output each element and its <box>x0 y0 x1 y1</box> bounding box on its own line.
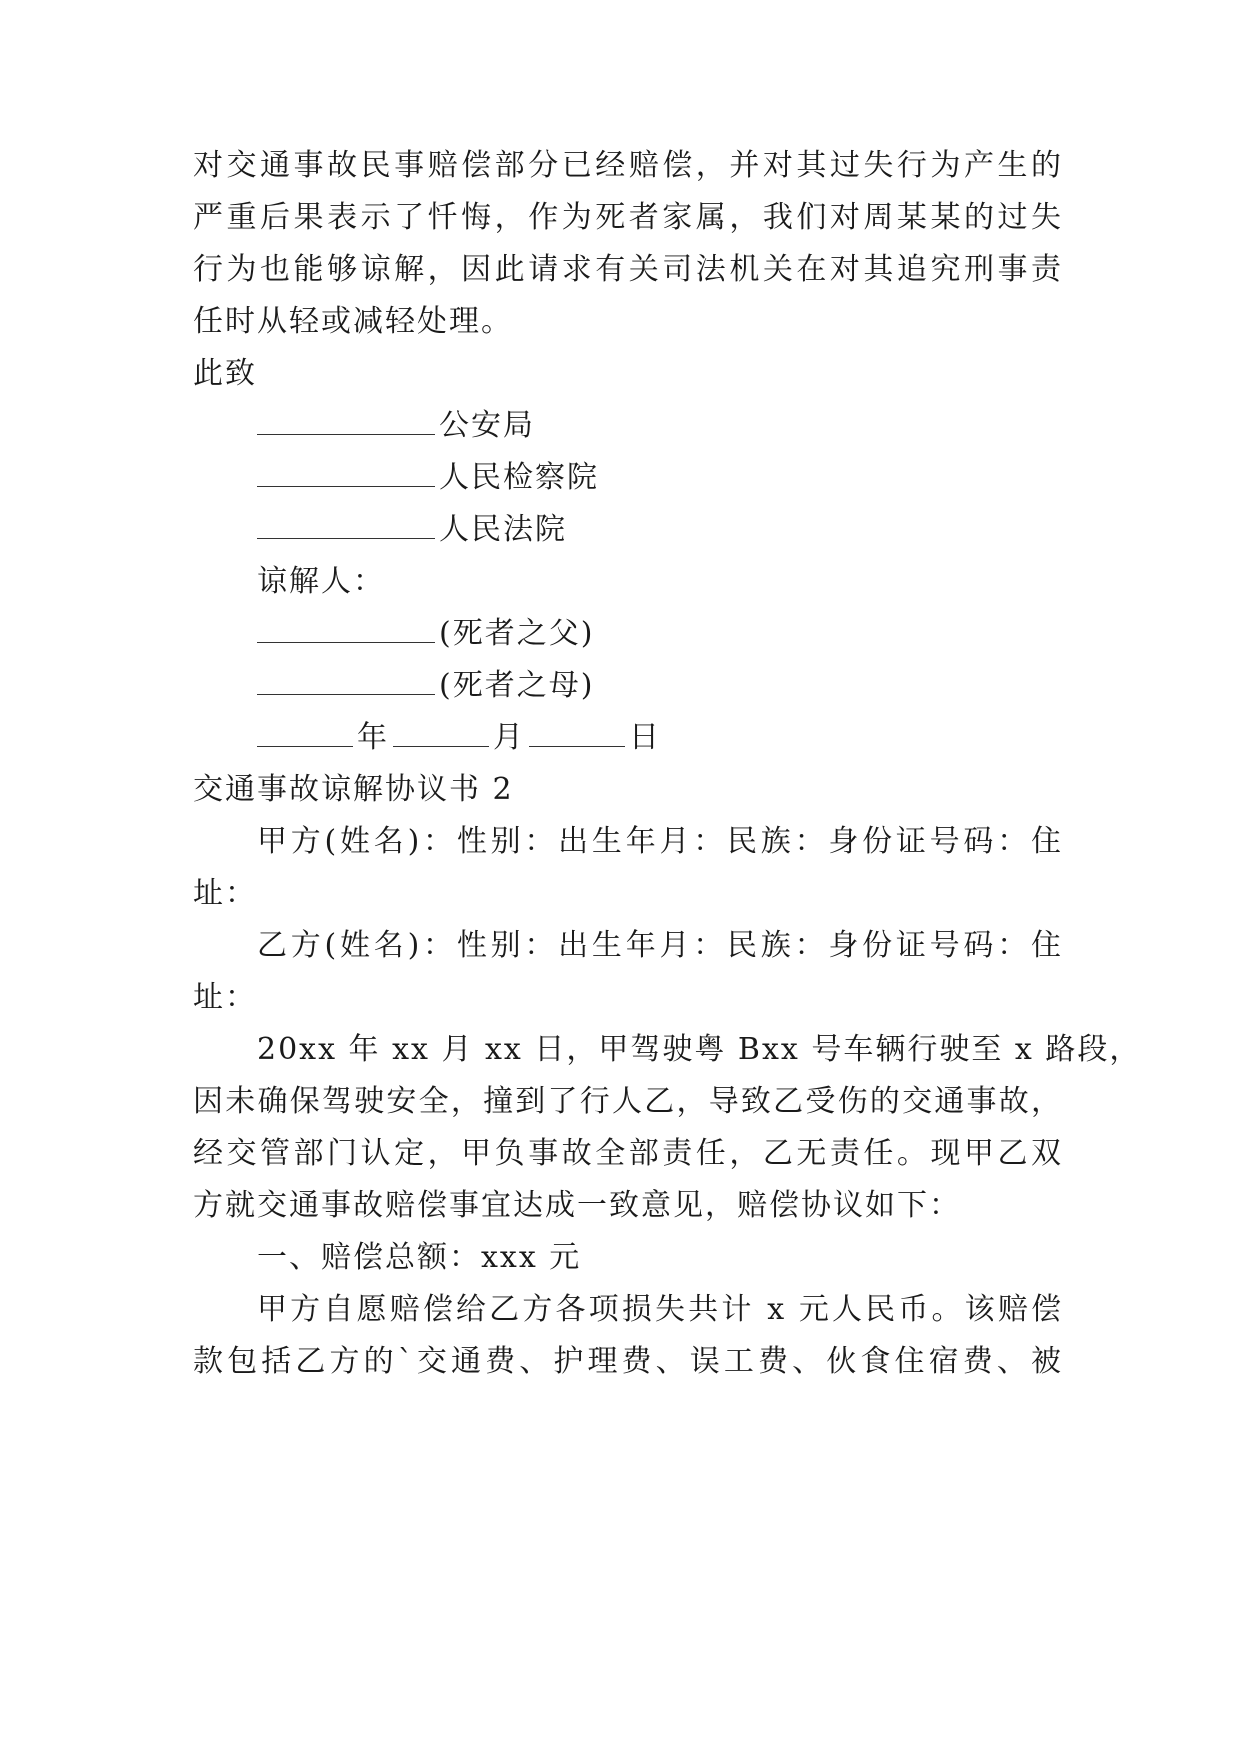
party-a-line: 址： <box>193 876 257 911</box>
paragraph-line: 20xx 年 xx 月 xx 日，甲驾驶粤 Bxx 号车辆行驶至 x 路段， <box>257 1032 1142 1067</box>
recipient-name: 公安局 <box>439 408 535 443</box>
paragraph-line: 款包括乙方的`交通费、护理费、误工费、伙食住宿费、被 <box>193 1344 1063 1379</box>
clause-heading: 一、赔偿总额：xxx 元 <box>257 1240 582 1275</box>
fill-blank <box>257 460 435 487</box>
fill-blank <box>257 668 435 695</box>
recipient-line <box>257 458 1063 498</box>
signer-line <box>257 666 1063 706</box>
section-title: 交通事故谅解协议书 2 <box>193 772 514 807</box>
recipient-name: 人民检察院 <box>439 460 599 495</box>
paragraph-line: 行为也能够谅解，因此请求有关司法机关在对其追究刑事责 <box>193 252 1063 287</box>
paragraph-line: 严重后果表示了忏悔，作为死者家属，我们对周某某的过失 <box>193 200 1063 235</box>
fill-blank <box>529 720 625 747</box>
recipient-name: 人民法院 <box>439 512 567 547</box>
paragraph-line: 方就交通事故赔偿事宜达成一致意见，赔偿协议如下： <box>193 1188 961 1223</box>
signer-role: (死者之父) <box>439 616 595 651</box>
fill-blank <box>393 720 489 747</box>
date-day: 日 <box>629 720 661 755</box>
fill-blank <box>257 616 435 643</box>
date-year: 年 <box>357 720 389 755</box>
party-b-line: 乙方(姓名)：性别：出生年月：民族：身份证号码：住 <box>257 928 1063 963</box>
signer-line <box>257 614 1063 654</box>
paragraph-line: 任时从轻或减轻处理。 <box>193 304 513 339</box>
date-month: 月 <box>493 720 525 755</box>
date-line <box>257 718 1063 758</box>
signer-role: (死者之母) <box>439 668 595 703</box>
fill-blank <box>257 720 353 747</box>
fill-blank <box>257 512 435 539</box>
forgiver-label: 谅解人： <box>257 564 385 599</box>
recipient-line <box>257 510 1063 550</box>
paragraph-line: 经交管部门认定，甲负事故全部责任，乙无责任。现甲乙双 <box>193 1136 1063 1171</box>
recipient-line <box>257 406 1063 446</box>
salutation: 此致 <box>193 356 257 391</box>
paragraph-line: 对交通事故民事赔偿部分已经赔偿，并对其过失行为产生的 <box>193 148 1063 183</box>
paragraph-line: 甲方自愿赔偿给乙方各项损失共计 x 元人民币。该赔偿 <box>257 1292 1063 1327</box>
paragraph-line: 因未确保驾驶安全，撞到了行人乙，导致乙受伤的交通事故， <box>193 1084 1063 1119</box>
party-b-line: 址： <box>193 980 257 1015</box>
fill-blank <box>257 408 435 435</box>
party-a-line: 甲方(姓名)：性别：出生年月：民族：身份证号码：住 <box>257 824 1063 859</box>
